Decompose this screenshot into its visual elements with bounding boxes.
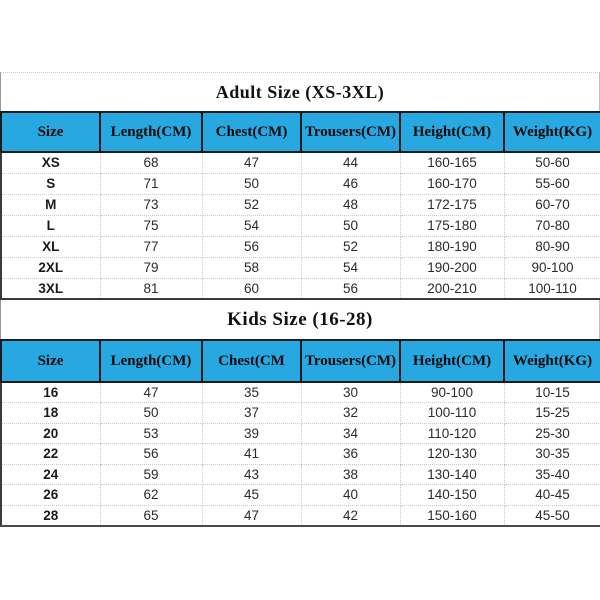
header-cell: Length(CM) [100,112,202,152]
table-cell: 28 [1,505,100,526]
table-cell: 40-45 [504,485,600,506]
table-cell: 47 [100,382,202,403]
table-cell: 48 [301,194,400,215]
table-cell: 41 [202,444,301,465]
table-cell: 46 [301,173,400,194]
table-cell: 60 [202,278,301,299]
table-cell: 120-130 [400,444,504,465]
table-cell: 68 [100,152,202,173]
header-cell: Weight(KG) [504,112,600,152]
table-cell: 200-210 [400,278,504,299]
table-row [1,194,600,215]
table-cell: 47 [202,505,301,526]
table-cell: 80-90 [504,236,600,257]
table-cell: 160-170 [400,173,504,194]
table-row [1,423,600,444]
header-row [1,340,600,382]
table-cell: 10-15 [504,382,600,403]
table-cell: 36 [301,444,400,465]
table-cell: 44 [301,152,400,173]
table-cell: 18 [1,403,100,424]
table-cell: 56 [100,444,202,465]
adult-size-title: Adult Size (XS-3XL) [0,72,600,111]
table-cell: 140-150 [400,485,504,506]
table-cell: 32 [301,403,400,424]
table-cell: 58 [202,257,301,278]
table-cell: 24 [1,464,100,485]
table-cell: 53 [100,423,202,444]
table-cell: 110-120 [400,423,504,444]
table-cell: 2XL [1,257,100,278]
table-cell: 77 [100,236,202,257]
table-cell: L [1,215,100,236]
header-cell: Chest(CM) [202,112,301,152]
table-cell: 90-100 [400,382,504,403]
table-cell: 30 [301,382,400,403]
table-cell: 52 [301,236,400,257]
table-row [1,215,600,236]
header-cell: Height(CM) [400,112,504,152]
table-cell: 38 [301,464,400,485]
table-cell: 100-110 [504,278,600,299]
table-cell: 50 [202,173,301,194]
table-row [1,382,600,403]
size-chart-content [0,72,600,527]
table-cell: 150-160 [400,505,504,526]
table-cell: 130-140 [400,464,504,485]
table-cell: 70-80 [504,215,600,236]
table-row [1,173,600,194]
table-cell: 26 [1,485,100,506]
table-cell: 40 [301,485,400,506]
table-cell: 60-70 [504,194,600,215]
table-cell: XL [1,236,100,257]
table-cell: 172-175 [400,194,504,215]
table-cell: 25-30 [504,423,600,444]
table-cell: 50 [301,215,400,236]
table-cell: 160-165 [400,152,504,173]
table-cell: 45 [202,485,301,506]
table-cell: 79 [100,257,202,278]
table-row [1,278,600,299]
table-cell: 42 [301,505,400,526]
table-cell: 15-25 [504,403,600,424]
table-cell: 35-40 [504,464,600,485]
header-cell: Size [1,112,100,152]
table-cell: 54 [301,257,400,278]
table-cell: 20 [1,423,100,444]
table-cell: 180-190 [400,236,504,257]
table-row [1,257,600,278]
table-cell: 75 [100,215,202,236]
header-cell: Length(CM) [100,340,202,382]
kids-size-title: Kids Size (16-28) [0,300,600,339]
table-cell: 175-180 [400,215,504,236]
table-cell: 30-35 [504,444,600,465]
table-row [1,464,600,485]
table-cell: 56 [301,278,400,299]
table-cell: 37 [202,403,301,424]
table-cell: 50-60 [504,152,600,173]
table-cell: 22 [1,444,100,465]
header-row [1,112,600,152]
table-cell: XS [1,152,100,173]
table-cell: 35 [202,382,301,403]
table-cell: 50 [100,403,202,424]
table-row [1,505,600,526]
table-row [1,152,600,173]
table-cell: 34 [301,423,400,444]
table-row [1,403,600,424]
table-cell: 55-60 [504,173,600,194]
table-cell: 65 [100,505,202,526]
table-cell: 39 [202,423,301,444]
table-cell: 73 [100,194,202,215]
table-cell: M [1,194,100,215]
adult-size-table [0,111,600,300]
table-cell: 3XL [1,278,100,299]
header-cell: Height(CM) [400,340,504,382]
header-cell: Trousers(CM) [301,340,400,382]
header-cell: Weight(KG) [504,340,600,382]
table-cell: 45-50 [504,505,600,526]
header-cell: Chest(CM [202,340,301,382]
table-row [1,485,600,506]
table-cell: 190-200 [400,257,504,278]
table-row [1,236,600,257]
header-cell: Size [1,340,100,382]
table-cell: 100-110 [400,403,504,424]
table-cell: 47 [202,152,301,173]
table-cell: 81 [100,278,202,299]
table-cell: 16 [1,382,100,403]
kids-size-table [0,339,600,527]
table-cell: 54 [202,215,301,236]
header-cell: Trousers(CM) [301,112,400,152]
table-cell: 71 [100,173,202,194]
table-cell: S [1,173,100,194]
table-cell: 43 [202,464,301,485]
table-cell: 52 [202,194,301,215]
table-cell: 90-100 [504,257,600,278]
table-cell: 62 [100,485,202,506]
table-cell: 56 [202,236,301,257]
table-cell: 59 [100,464,202,485]
table-row [1,444,600,465]
